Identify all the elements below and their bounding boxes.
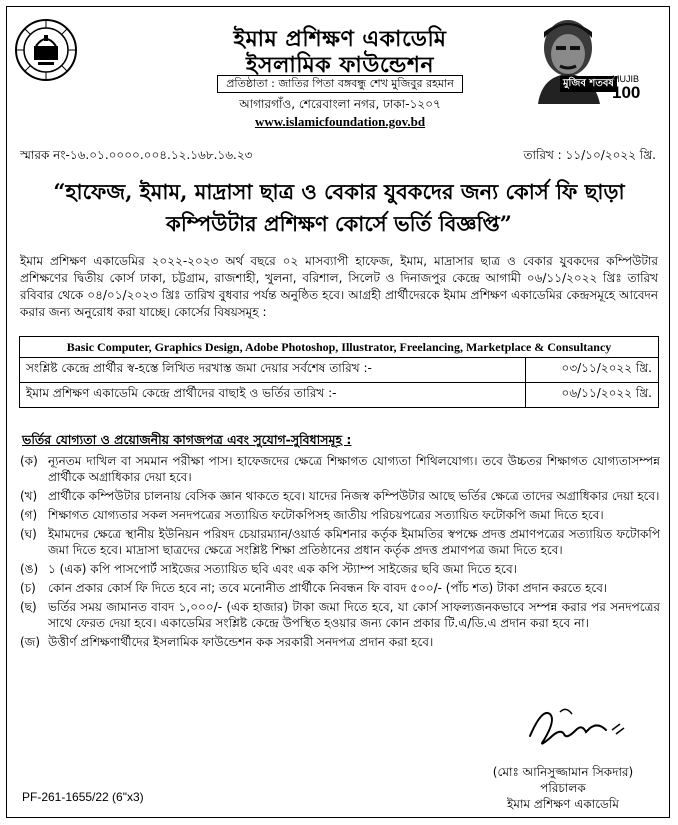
mujib-portrait-emblem bbox=[520, 14, 648, 104]
list-item bbox=[20, 507, 660, 523]
deadline-date: ০৩/১১/২০২২ খ্রি. bbox=[526, 358, 659, 383]
signatory-name: (মোঃ আনিসুজ্জামান সিকদার) bbox=[492, 765, 634, 779]
list-item bbox=[20, 526, 660, 558]
item-mark: (চ) bbox=[20, 581, 36, 595]
selection-label: ইমাম প্রশিক্ষণ একাডেমি কেন্দ্রে প্রার্থীদের বাছাই ও ভর্তির তারিখ :- bbox=[20, 383, 526, 408]
table-row bbox=[20, 358, 659, 383]
memo-reference: স্মারক নং-১৬.০১.০০০০.০০৪.১২.১৬৮.১৬.২৩ bbox=[20, 148, 253, 162]
item-text: কোন প্রকার কোর্স ফি দিতে হবে না; তবে মনোনীত প্রার্থীকে নিবন্ধন ফি বাবদ ৫০০/- (পাঁচ শত) টাকা প্রদান করতে হবে। bbox=[48, 581, 608, 595]
print-code: PF-261-1655/22 (6"x3) bbox=[22, 790, 144, 804]
item-text: প্রার্থীকে কম্পিউটার চালনায় বেসিক জ্ঞান থাকতে হবে। যাদের নিজস্ব কম্পিউটার আছে ভর্তির ক্ষেত্রে তাদের অগ্রাধিকার দেয়া হবে। bbox=[48, 489, 660, 503]
mujib-label: MUJIB bbox=[612, 74, 639, 84]
signatory-office: ইমাম প্রশিক্ষণ একাডেমি bbox=[507, 797, 619, 811]
item-text: ন্যূনতম দাখিল বা সমমান পরীক্ষা পাস। হাফেজদের ক্ষেত্রে শিক্ষাগত যোগ্যতা শিথিলযোগ্য। তবে উচ্চতর শিক্ষাগত যোগ্যতাসম্পন্ন প্রার্থীকে অগ্রাধিকার দেয়া হবে। bbox=[48, 454, 660, 484]
item-mark: (ক) bbox=[20, 454, 38, 468]
course-subjects: Basic Computer, Graphics Design, Adobe Photoshop, Illustrator, Freelancing, Marketplace & Consultancy bbox=[20, 337, 659, 358]
signatory-block bbox=[468, 764, 658, 812]
list-item bbox=[20, 599, 660, 631]
course-subjects-row bbox=[20, 337, 659, 358]
item-mark: (ছ) bbox=[20, 600, 37, 614]
foundation-title: ইসলামিক ফাউন্ডেশন bbox=[246, 52, 434, 78]
mujib-bn-badge: মুজিব শতবর্ষ bbox=[560, 76, 617, 92]
memo-date: তারিখ : ১১/১০/২০২২ খ্রি. bbox=[523, 148, 656, 162]
notice-title-line1: “হাফেজ, ইমাম, মাদ্রাসা ছাত্র ও বেকার যুবকদের জন্য কোর্স ফি ছাড়া bbox=[53, 179, 625, 204]
item-mark: (খ) bbox=[20, 489, 38, 503]
selection-date: ০৬/১১/২০২২ খ্রি. bbox=[526, 383, 659, 408]
item-mark: (গ) bbox=[20, 508, 38, 522]
deadline-label: সংশ্লিষ্ট কেন্দ্রে প্রার্থীর স্ব-হস্তে লিখিত দরখাস্ত জমা দেয়ার সর্বশেষ তারিখ :- bbox=[20, 358, 526, 383]
list-item bbox=[20, 453, 660, 485]
course-table bbox=[19, 336, 659, 408]
item-mark: (ঘ) bbox=[20, 527, 37, 541]
item-text: শিক্ষাগত যোগ্যতার সকল সনদপত্রের সত্যায়িত ফটোকপিসহ জাতীয় পরিচয়পত্রের সত্যায়িত ফটোকপি জমা দিতে হবে। bbox=[48, 508, 604, 522]
list-item bbox=[20, 634, 660, 650]
islamic-foundation-logo-icon bbox=[14, 18, 78, 82]
item-text: ভর্তির সময় জামানত বাবদ ১,০০০/- (এক হাজার) টাকা জমা দিতে হবে, যা কোর্স সাফল্যজনকভাবে সম্পন্ন করার পর সনদপত্রের সাথে ফেরত দেয়া হবে। একাডেমির সংশ্লিষ্ট কেন্দ্রে উপস্থিত হওয়ার জন্য কোন প্রকার টি.এ/ডি.এ প্রদান করা হবে না। bbox=[48, 600, 660, 630]
table-row bbox=[20, 383, 659, 408]
intro-paragraph: ইমাম প্রশিক্ষণ একাডেমির ২০২২-২০২৩ অর্থ বছরে ০২ মাসব্যাপী হাফেজ, ইমাম, মাদ্রাসার ছাত্র ও বেকার যুবকদের কম্পিউটার প্রশিক্ষণের দ্বিতীয় কোর্স ঢাকা, চট্টগ্রাম, রাজশাহী, খুলনা, বরিশাল, সিলেট ও দিনাজপুর কেন্দ্রে আগামী ০৬/১১/২০২২ খ্রিঃ তারিখ রবিবার থেকে ০৪/০১/২০২৩ খ্রিঃ তারিখ বুধবার পর্যন্ত অনুষ্ঠিত হবে। আগ্রহী প্রার্থীদেরকে ইমাম প্রশিক্ষণ একাডেমির কেন্দ্রসমূহে আবেদন করার জন্য অনুরোধ করা যাচ্ছে। কোর্সের বিষয়সমূহ : bbox=[20, 254, 658, 319]
signatory-designation: পরিচালক bbox=[540, 781, 586, 795]
item-text: উত্তীর্ণ প্রশিক্ষণার্থীদের ইসলামিক ফাউন্ডেশন কক সরকারী সনদপত্র প্রদান করা হবে। bbox=[48, 635, 434, 649]
list-item bbox=[20, 488, 660, 504]
signature-icon bbox=[520, 700, 640, 752]
address-line: আগারগাঁও, শেরেবাংলা নগর, ঢাকা-১২০৭ bbox=[239, 97, 441, 111]
list-item bbox=[20, 561, 660, 577]
notice-title-line2: কম্পিউটার প্রশিক্ষণ কোর্সে ভর্তি বিজ্ঞপ্তি” bbox=[166, 211, 512, 236]
eligibility-heading: ভর্তির যোগ্যতা ও প্রয়োজনীয় কাগজপত্র এবং সুযোগ-সুবিধাসমূহ : bbox=[22, 432, 352, 447]
item-mark: (জ) bbox=[20, 635, 41, 649]
academy-title: ইমাম প্রশিক্ষণ একাডেমি bbox=[233, 26, 447, 52]
list-item bbox=[20, 580, 660, 596]
item-mark: (ঙ) bbox=[20, 562, 39, 576]
item-text: ১ (এক) কপি পাসপোর্ট সাইজের সত্যায়িত ছবি এবং এক কপি স্ট্যাম্প সাইজের ছবি জমা দিতে হবে। bbox=[48, 562, 517, 576]
eligibility-list bbox=[20, 453, 660, 653]
item-text: ইমামদের ক্ষেত্রে স্থানীয় ইউনিয়ন পরিষদ চেয়ারম্যান/ওয়ার্ড কমিশনার কর্তৃক ইমামতির স্বপক্ষে প্রদত্ত প্রমাণপত্রের সত্যায়িত ফটোকপি জমা দিতে হবে। মাদ্রাসা ছাত্রদের ক্ষেত্রে সংশ্লিষ্ট শিক্ষা প্রতিষ্ঠানের প্রধান কর্তৃক প্রদত্ত প্রমাণপত্র জমা দিতে হবে। bbox=[48, 527, 660, 557]
mujib-100-label: 100 bbox=[612, 83, 641, 102]
website-link[interactable]: www.islamicfoundation.gov.bd bbox=[254, 114, 426, 129]
founder-line: প্রতিষ্ঠাতা : জাতির পিতা বঙ্গবন্ধু শেখ মুজিবুর রহমান bbox=[217, 75, 463, 93]
